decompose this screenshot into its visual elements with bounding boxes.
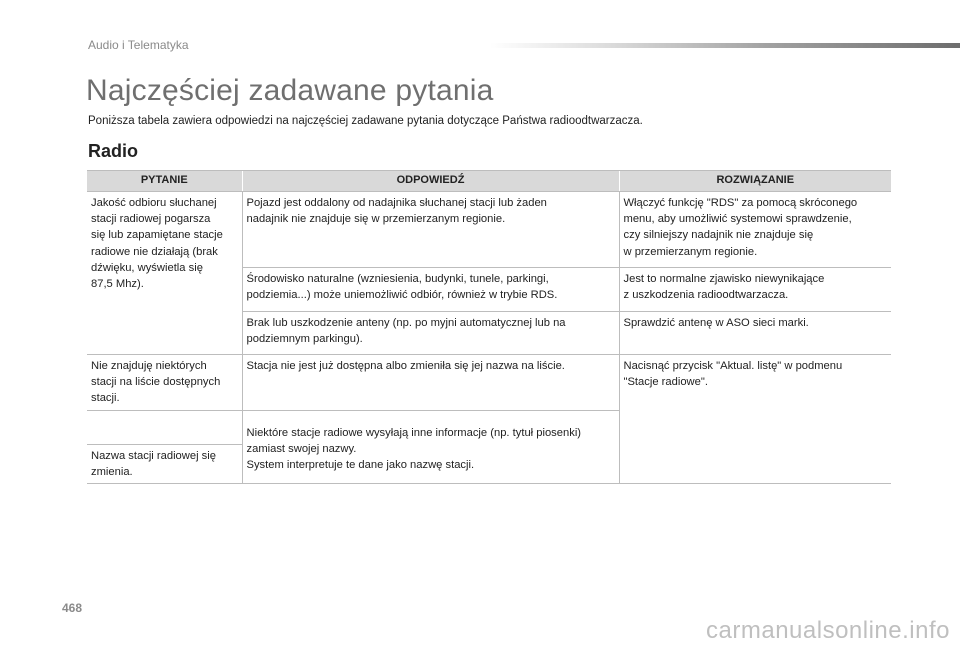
faq-table bbox=[87, 170, 891, 484]
column-header-answer: ODPOWIEDŹ bbox=[242, 171, 619, 192]
watermark: carmanualsonline.info bbox=[706, 617, 950, 644]
intro-text: Poniższa tabela zawiera odpowiedzi na najczęściej zadawane pytania dotyczące Państwa radioodtwarzacza. bbox=[88, 115, 643, 127]
question-cell: Nie znajduję niektórych stacji na liście dostępnych stacji. bbox=[87, 355, 242, 411]
solution-cell: Nacisnąć przycisk "Aktual. listę" w podmenu "Stacje radiowe". bbox=[619, 355, 891, 484]
answer-cell: Pojazd jest oddalony od nadajnika słuchanej stacji lub żaden nadajnik nie znajduje się w przemierzanym regionie. bbox=[242, 192, 619, 268]
column-header-solution: ROZWIĄZANIE bbox=[619, 171, 891, 192]
page-number: 468 bbox=[62, 601, 83, 615]
header-gradient-bar bbox=[490, 43, 960, 48]
column-header-question: PYTANIE bbox=[87, 171, 242, 192]
solution-cell: Sprawdzić antenę w ASO sieci marki. bbox=[619, 312, 891, 355]
table-row bbox=[87, 192, 891, 268]
section-label: Audio i Telematyka bbox=[88, 38, 189, 52]
answer-cell: Stacja nie jest już dostępna albo zmieniła się jej nazwa na liście. bbox=[242, 355, 619, 411]
answer-cell: Brak lub uszkodzenie anteny (np. po myjni automatycznej lub na podziemnym parkingu). bbox=[242, 312, 619, 355]
table-header-row bbox=[87, 171, 891, 192]
question-cell: Jakość odbioru słuchanej stacji radiowej pogarsza się lub zapamiętane stacje radiowe nie działają (brak dźwięku, wyświetla się 87,5 Mhz). bbox=[87, 192, 242, 355]
section-title: Radio bbox=[88, 141, 139, 161]
answer-cell: Środowisko naturalne (wzniesienia, budynki, tunele, parkingi, podziemia...) może uniemożliwić odbiór, również w trybie RDS. bbox=[242, 268, 619, 312]
page-title: Najczęściej zadawane pytania bbox=[86, 74, 494, 107]
question-cell-empty bbox=[87, 410, 242, 444]
table-row bbox=[87, 355, 891, 411]
answer-cell: Niektóre stacje radiowe wysyłają inne informacje (np. tytuł piosenki) zamiast swojej nazwy. System interpretuje te dane jako nazwę stacji. bbox=[242, 410, 619, 483]
solution-cell: Jest to normalne zjawisko niewynikające z uszkodzenia radioodtwarzacza. bbox=[619, 268, 891, 312]
solution-cell: Włączyć funkcję "RDS" za pomocą skróconego menu, aby umożliwić systemowi sprawdzenie, czy silniejszy nadajnik nie znajduje się w przemierzanym regionie. bbox=[619, 192, 891, 268]
question-cell: Nazwa stacji radiowej się zmienia. bbox=[87, 444, 242, 483]
